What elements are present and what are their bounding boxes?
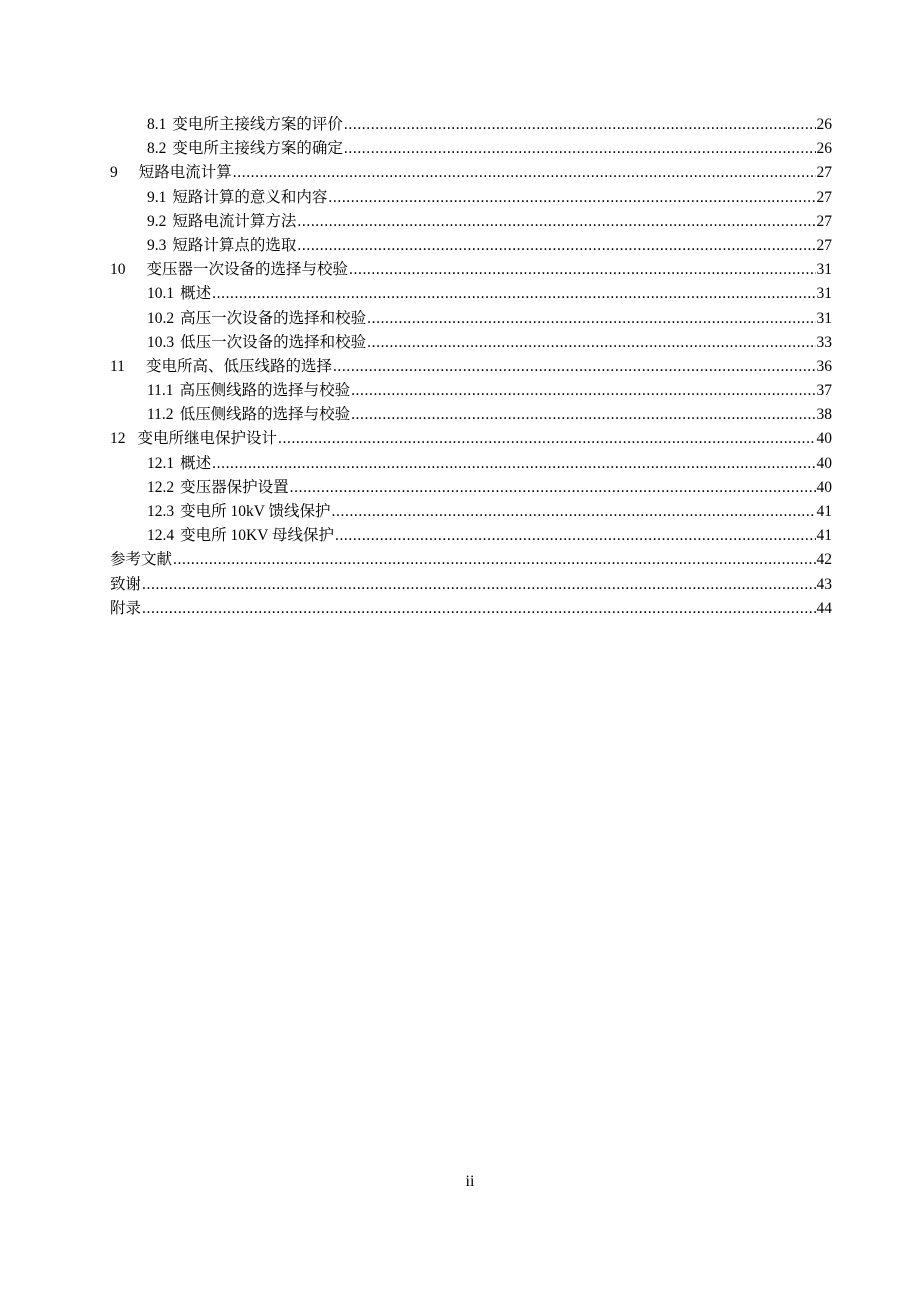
- toc-dot-leader: [212, 452, 815, 476]
- toc-dot-leader: [335, 524, 816, 548]
- toc-dot-leader: [367, 307, 815, 331]
- toc-entry-number: 9.1: [147, 188, 167, 206]
- toc-entry-11-1: [110, 379, 832, 403]
- toc-entry-11: [110, 355, 832, 379]
- toc-entry-title: 变压器一次设备的选择与校验: [146, 261, 349, 279]
- toc-entry-10-1: [110, 282, 832, 306]
- toc-entry-9-1: [110, 186, 832, 210]
- toc-entry-number: 12.2: [147, 478, 175, 496]
- toc-entry-number: 10.2: [147, 309, 175, 327]
- toc-entry-title: 致谢: [110, 575, 142, 593]
- toc-dot-leader: [351, 379, 815, 403]
- toc-dot-leader: [344, 137, 816, 161]
- toc-entry-11-2: [110, 403, 832, 427]
- toc-entry-9-2: [110, 210, 832, 234]
- toc-entry-page: 44: [816, 599, 832, 617]
- page-number: ii: [465, 1173, 475, 1190]
- toc-entry-page: 26: [816, 140, 832, 158]
- toc-entry-12-2: [110, 476, 832, 500]
- toc-entry-number: 11.1: [147, 382, 174, 400]
- toc-dot-leader: [297, 234, 815, 258]
- toc-entry-9-3: [110, 234, 832, 258]
- toc-dot-leader: [142, 597, 815, 621]
- toc-entry-title: 变电所主接线方案的确定: [172, 140, 343, 158]
- toc-entry-page: 42: [816, 551, 832, 569]
- toc-entry-number: 12.3: [147, 503, 175, 520]
- toc-entry-title: 高压一次设备的选择和校验: [180, 309, 367, 327]
- toc-entry-number: 11.2: [147, 406, 174, 424]
- toc-entry-page: 40: [816, 430, 832, 448]
- toc-entry-page: 33: [816, 333, 832, 351]
- toc-entry-title: 变电所 10kV 馈线保护: [180, 503, 331, 520]
- toc-entry-title: 短路电流计算: [138, 164, 232, 182]
- toc-entry-number: 9.2: [147, 212, 167, 230]
- toc-entry-number: 9: [110, 164, 118, 182]
- toc-entry-9: [110, 161, 832, 185]
- toc-entry-page: 27: [816, 212, 832, 230]
- toc-entry-page: 41: [816, 503, 832, 520]
- toc-entry-10: [110, 258, 832, 282]
- toc-entry-number: 12: [110, 430, 126, 448]
- toc-entry-title: 短路计算的意义和内容: [172, 188, 328, 206]
- toc-dot-leader: [332, 500, 816, 524]
- toc-entry-10-3: [110, 331, 832, 355]
- toc-entry-title: 附录: [110, 599, 142, 617]
- toc-entry-12-4: [110, 524, 832, 548]
- toc-entry-title: 参考文献: [110, 551, 173, 569]
- toc-entry-number: 10.1: [147, 285, 175, 303]
- toc-entry-number: 8.2: [147, 140, 167, 158]
- toc-dot-leader: [333, 355, 816, 379]
- toc-dot-leader: [349, 258, 815, 282]
- toc-entry-12-3: [110, 500, 832, 524]
- toc-entry-page: 31: [816, 309, 832, 327]
- toc-dot-leader: [142, 573, 815, 597]
- toc-entry-number: 10.3: [147, 333, 175, 351]
- toc-entry-number: 10: [110, 261, 126, 279]
- toc-entry-number: 11: [110, 357, 125, 375]
- toc-entry-page: 27: [816, 164, 832, 182]
- toc-entry-page: 37: [816, 382, 832, 400]
- toc-entry-page: 41: [816, 527, 832, 545]
- toc-dot-leader: [351, 403, 815, 427]
- toc-entry-number: 8.1: [147, 116, 167, 133]
- toc-dot-leader: [278, 427, 815, 451]
- toc-dot-leader: [367, 331, 815, 355]
- toc-entry-12: [110, 427, 832, 451]
- toc-entry-page: 36: [816, 357, 832, 375]
- toc-entry-page: 31: [816, 285, 832, 303]
- toc-dot-leader: [297, 210, 815, 234]
- toc-entry-title: 低压一次设备的选择和校验: [180, 333, 367, 351]
- toc-dot-leader: [328, 186, 815, 210]
- toc-entry-page: 40: [816, 454, 832, 472]
- toc-entry-appendix: [110, 597, 832, 621]
- toc-entry-page: 26: [816, 116, 832, 133]
- toc-entry-number: 9.3: [147, 236, 167, 254]
- toc-entry-number: 12.1: [147, 454, 175, 472]
- toc-entry-8-2: [110, 137, 832, 161]
- toc-entry-number: 12.4: [147, 527, 175, 545]
- toc-entry-title: 变电所 10KV 母线保护: [180, 527, 334, 545]
- toc-entry-10-2: [110, 307, 832, 331]
- toc-entry-page: 31: [816, 261, 832, 279]
- toc-entry-title: 短路电流计算方法: [172, 212, 297, 230]
- toc-dot-leader: [233, 161, 816, 185]
- table-of-contents: [110, 113, 832, 621]
- toc-entry-8-1: [110, 113, 832, 137]
- toc-dot-leader: [344, 113, 816, 137]
- toc-entry-page: 38: [816, 406, 832, 424]
- toc-entry-references: [110, 548, 832, 572]
- toc-entry-title: 变电所继电保护设计: [137, 430, 278, 448]
- toc-dot-leader: [212, 282, 815, 306]
- toc-dot-leader: [290, 476, 816, 500]
- toc-entry-title: 变电所主接线方案的评价: [172, 116, 343, 133]
- toc-entry-page: 40: [816, 478, 832, 496]
- toc-entry-12-1: [110, 452, 832, 476]
- toc-entry-title: 高压侧线路的选择与校验: [179, 382, 351, 400]
- toc-entry-page: 27: [816, 236, 832, 254]
- toc-entry-title: 概述: [180, 454, 212, 472]
- toc-entry-title: 低压侧线路的选择与校验: [179, 406, 351, 424]
- toc-entry-title: 变压器保护设置: [180, 478, 289, 496]
- toc-entry-title: 概述: [180, 285, 212, 303]
- toc-entry-page: 43: [816, 575, 832, 593]
- toc-entry-page: 27: [816, 188, 832, 206]
- toc-entry-acknowledgements: [110, 573, 832, 597]
- toc-entry-title: 变电所高、低压线路的选择: [145, 357, 332, 375]
- toc-dot-leader: [173, 548, 815, 572]
- toc-entry-title: 短路计算点的选取: [172, 236, 297, 254]
